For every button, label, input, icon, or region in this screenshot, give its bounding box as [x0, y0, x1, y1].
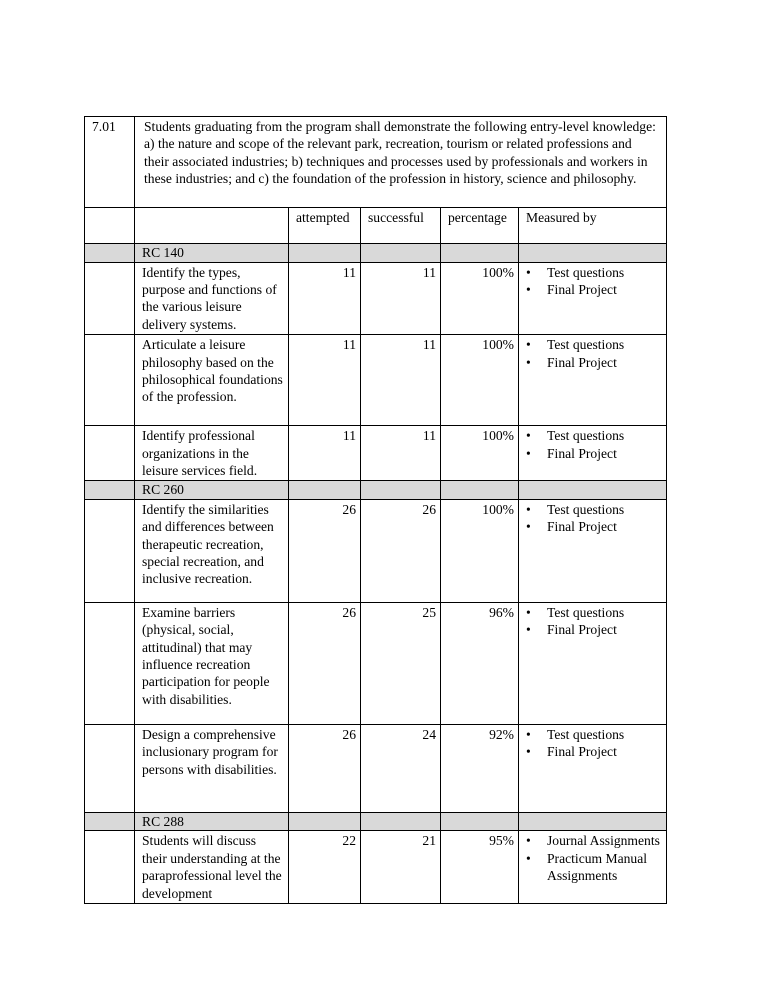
measured-by-item [526, 850, 662, 885]
course-band-empty-cell [441, 244, 519, 263]
measured-by-item [526, 501, 662, 518]
bullet-icon: • [526, 850, 531, 866]
measured-by-text: Test questions [547, 726, 625, 742]
successful-cell: 26 [361, 499, 441, 602]
attempted-cell: 11 [289, 262, 361, 335]
column-header-measured-by: Measured by [519, 208, 667, 244]
measured-by-text: Test questions [547, 264, 625, 280]
percentage-cell: 92% [441, 724, 519, 812]
objective-cell: Identify professional organizations in the leisure services field. [135, 426, 289, 481]
bullet-icon: • [526, 337, 531, 353]
standard-description-cell: Students graduating from the program shall demonstrate the following entry-level knowledge: a) the nature and scope of the relevant park, recreation, tourism or related professions and their associated industries; b) techniques and processes used by professionals and workers in these industries; and c) the foundation of the profession in history, science and philosophy. [135, 117, 667, 208]
measured-by-cell [519, 831, 667, 904]
course-band-empty-cell [85, 812, 135, 831]
percentage-cell: 100% [441, 426, 519, 481]
measured-by-item [526, 743, 662, 760]
row-number-cell [85, 831, 135, 904]
objective-cell: Articulate a leisure philosophy based on the philosophical foundations of the profession. [135, 335, 289, 426]
measured-by-item [526, 518, 662, 535]
column-header-attempted: attempted [289, 208, 361, 244]
bullet-icon: • [526, 281, 531, 297]
course-band-empty-cell [85, 481, 135, 500]
measured-by-text: Journal Assignments [547, 833, 660, 849]
measured-by-text: Final Project [547, 744, 617, 760]
row-number-cell [85, 724, 135, 812]
measured-by-text: Test questions [547, 604, 625, 620]
measured-by-cell [519, 262, 667, 335]
objective-row [85, 724, 667, 812]
column-header-successful: successful [361, 208, 441, 244]
measured-by-text: Final Project [547, 445, 617, 461]
course-band-label: RC 140 [135, 244, 289, 263]
measured-by-text: Final Project [547, 354, 617, 370]
bullet-icon: • [526, 428, 531, 444]
measured-by-item [526, 281, 662, 298]
measured-by-item [526, 445, 662, 462]
attempted-cell: 26 [289, 499, 361, 602]
bullet-icon: • [526, 604, 531, 620]
objective-row [85, 335, 667, 426]
course-band-empty-cell [441, 481, 519, 500]
course-band-empty-cell [361, 481, 441, 500]
measured-by-cell [519, 335, 667, 426]
bullet-icon: • [526, 833, 531, 849]
measured-by-item [526, 726, 662, 743]
successful-cell: 25 [361, 602, 441, 724]
measured-by-text: Final Project [547, 519, 617, 535]
column-header-row [85, 208, 667, 244]
course-band-label: RC 260 [135, 481, 289, 500]
measured-by-text: Test questions [547, 501, 625, 517]
bullet-icon: • [526, 354, 531, 370]
measured-by-item [526, 427, 662, 444]
course-band-empty-cell [361, 244, 441, 263]
header-empty-cell-number [85, 208, 135, 244]
objective-cell: Identify the similarities and differences between therapeutic recreation, special recreation, and inclusive recreation. [135, 499, 289, 602]
course-band-row [85, 812, 667, 831]
bullet-icon: • [526, 726, 531, 742]
course-band-row [85, 244, 667, 263]
measured-by-cell [519, 602, 667, 724]
measured-by-text: Final Project [547, 281, 617, 297]
row-number-cell [85, 499, 135, 602]
bullet-icon: • [526, 519, 531, 535]
header-empty-cell-objective [135, 208, 289, 244]
successful-cell: 11 [361, 426, 441, 481]
course-band-row [85, 481, 667, 500]
measured-by-cell [519, 724, 667, 812]
successful-cell: 24 [361, 724, 441, 812]
course-band-empty-cell [441, 812, 519, 831]
assessment-table [84, 116, 667, 904]
row-number-cell [85, 262, 135, 335]
course-band-empty-cell [361, 812, 441, 831]
course-band-empty-cell [519, 812, 667, 831]
percentage-cell: 100% [441, 499, 519, 602]
objective-cell: Design a comprehensive inclusionary program for persons with disabilities. [135, 724, 289, 812]
objective-row [85, 499, 667, 602]
row-number-cell [85, 602, 135, 724]
measured-by-item [526, 621, 662, 638]
attempted-cell: 26 [289, 724, 361, 812]
successful-cell: 11 [361, 335, 441, 426]
course-band-empty-cell [85, 244, 135, 263]
column-header-percentage: percentage [441, 208, 519, 244]
course-band-empty-cell [289, 481, 361, 500]
successful-cell: 11 [361, 262, 441, 335]
measured-by-text: Final Project [547, 622, 617, 638]
bullet-icon: • [526, 445, 531, 461]
attempted-cell: 22 [289, 831, 361, 904]
percentage-cell: 100% [441, 262, 519, 335]
percentage-cell: 95% [441, 831, 519, 904]
course-band-label: RC 288 [135, 812, 289, 831]
measured-by-text: Test questions [547, 337, 625, 353]
measured-by-text: Test questions [547, 428, 625, 444]
course-band-empty-cell [519, 481, 667, 500]
objective-cell: Identify the types, purpose and functions of the various leisure delivery systems. [135, 262, 289, 335]
row-number-cell [85, 426, 135, 481]
successful-cell: 21 [361, 831, 441, 904]
measured-by-item [526, 604, 662, 621]
measured-by-item [526, 264, 662, 281]
objective-row [85, 831, 667, 904]
measured-by-item [526, 336, 662, 353]
row-number-cell [85, 335, 135, 426]
measured-by-text: Practicum Manual Assignments [547, 850, 648, 884]
measured-by-item [526, 354, 662, 371]
attempted-cell: 11 [289, 335, 361, 426]
bullet-icon: • [526, 622, 531, 638]
bullet-icon: • [526, 744, 531, 760]
bullet-icon: • [526, 264, 531, 280]
objective-row [85, 602, 667, 724]
objective-row [85, 262, 667, 335]
course-band-empty-cell [289, 244, 361, 263]
item-number-cell: 7.01 [85, 117, 135, 208]
objective-cell: Examine barriers (physical, social, attitudinal) that may influence recreation participation for people with disabilities. [135, 602, 289, 724]
bullet-icon: • [526, 501, 531, 517]
course-band-empty-cell [519, 244, 667, 263]
standard-row [85, 117, 667, 208]
measured-by-item [526, 832, 662, 849]
assessment-table-body [85, 117, 667, 904]
measured-by-cell [519, 499, 667, 602]
objective-cell: Students will discuss their understanding at the paraprofessional level the development [135, 831, 289, 904]
objective-row [85, 426, 667, 481]
measured-by-cell [519, 426, 667, 481]
percentage-cell: 96% [441, 602, 519, 724]
course-band-empty-cell [289, 812, 361, 831]
attempted-cell: 26 [289, 602, 361, 724]
percentage-cell: 100% [441, 335, 519, 426]
attempted-cell: 11 [289, 426, 361, 481]
